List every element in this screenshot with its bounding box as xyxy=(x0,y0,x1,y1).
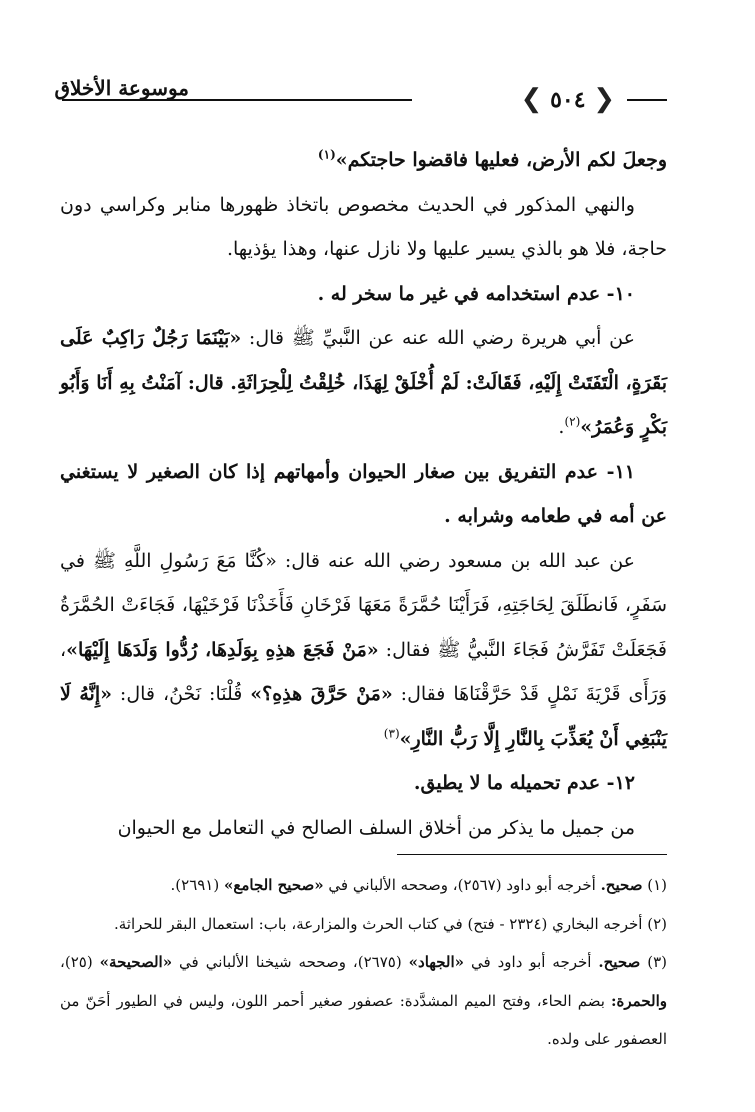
page-number-bracket-open: ❮ xyxy=(593,84,615,114)
book-title: موسوعة الأخلاق xyxy=(54,76,189,100)
section-heading-10: ١٠- عدم استخدامه في غير ما سخر له . xyxy=(317,282,635,305)
page-number-bracket-close: ❯ xyxy=(520,84,543,114)
paragraph-hadith-end xyxy=(60,138,667,183)
footnote-3-number: (٣) xyxy=(647,953,668,971)
footnote-1-text: أخرجه أبو داود (٢٥٦٧)، وصححه الألباني في xyxy=(323,876,601,894)
header-rule-right xyxy=(627,99,667,101)
footnote-ref-2: (٢) xyxy=(564,414,581,429)
footnote-2: (٢) أخرجه البخاري (٢٣٢٤ - فتح) في كتاب الحرث والمزارعة، باب: استعمال البقر للحراثة. xyxy=(113,914,667,933)
hadith-ant-question: «مَنْ حَرَّقَ هذِهِ؟» xyxy=(250,683,393,705)
footnote-ref-3: (٣) xyxy=(383,726,400,741)
hadith-cow: «بَيْنَمَا رَجُلٌ رَاكِبٌ عَلَى بَقَرَةٍ، الْتَفَتَتْ إِلَيْهِ، فَقَالَتْ: لَمْ أُخْلَقْ لِهَذَا، خُلِقْتُ لِلْحِرَاثَةِ. قال: آمَنْتُ بِهِ أَنَا وَأَبُو بَكْرٍ وَعُمَرُ» xyxy=(60,327,667,438)
section-heading-11: ١١- عدم التفريق بين صغار الحيوان وأمهاتهم إذا كان الصغير لا يستغني عن أمه في طعامه وشرابه . xyxy=(60,460,667,527)
footnote-3-book-b: «الصحيحة» xyxy=(99,953,173,971)
footnote-1-grade: صحيح. xyxy=(600,876,643,894)
footnote-3-book-a: «الجهاد» xyxy=(408,953,465,971)
footnote-3 xyxy=(60,943,667,1059)
footnote-1-book: «صحيح الجامع» xyxy=(224,876,324,894)
footnote-3-grade: صحيح. xyxy=(598,953,641,971)
footnote-3-text-a: أخرجه أبو داود في xyxy=(464,953,599,971)
footnote-ref-1: (١) xyxy=(317,147,336,162)
page-number-value: ٥٠٤ xyxy=(550,87,586,113)
footnote-3-text-d: بضم الحاء، وفتح الميم المشدَّدة: عصفور صغير أحمر اللون، وليس في الطيور أحَنّ من العصفور على ولده. xyxy=(60,991,667,1048)
hadith-bird-narration: عن عبد الله بن مسعود رضي الله عنه قال: «كُنَّا مَعَ رَسُولِ اللَّهِ ﷺ في سَفَرٍ، فَانطَلَقَ لِحَاجَتِهِ، فَرَأَيْنَا حُمَّرَةً مَعَهَا فَرْخَانِ فَأَخَذْنَا فَرْخَيْهَا، فَجَاءَتْ الحُمَّرَةُ فَجَعَلَتْ تَفَرَّشُ فَجَاءَ النَّبيُّ ﷺ فقال: xyxy=(60,549,668,661)
paragraph-ibn-masud xyxy=(60,539,667,762)
hadith-ant-reply: قُلْنَا: نَحْنُ، قال: xyxy=(111,683,251,705)
main-text xyxy=(60,138,667,850)
paragraph-end-mark: . xyxy=(558,416,565,438)
footnote-separator xyxy=(397,854,667,855)
hadith-ant-narration: ، وَرَأَى قَرْيَةَ نَمْلٍ قَدْ حَرَّقْنَاهَا فقال: xyxy=(60,638,667,705)
narration-intro: عن أبي هريرة رضي الله عنه عن النَّبيِّ ﷺ قال: xyxy=(241,327,635,349)
paragraph-hadith-end-text: وجعلَ لكم الأرض، فعليها فاقضوا حاجتكم» xyxy=(335,149,667,171)
hadith-fire-saying: «إِنَّهُ لَا يَنْبَغِي أَنْ يُعَذِّبَ بِالنَّارِ إِلَّا رَبُّ النَّارِ» xyxy=(60,683,667,750)
hadith-bird-saying: «مَنْ فَجَعَ هذِهِ بِوَلَدِهَا، رُدُّوا وَلَدَهَا إِلَيْهَا» xyxy=(66,638,379,661)
paragraph-abu-hurairah xyxy=(60,316,667,450)
footnote-1-end: (٢٦٩١). xyxy=(170,876,224,894)
footnote-1-number: (١) xyxy=(647,876,667,894)
footnote-3-term: والحمرة: xyxy=(610,991,667,1010)
footnote-1 xyxy=(60,866,667,905)
page-number xyxy=(513,82,623,117)
section-heading-12: ١٢- عدم تحميله ما لا يطيق. xyxy=(413,772,635,794)
footnote-3-text-b: (٢٦٧٥)، وصححه شيخنا الألباني في xyxy=(172,953,409,971)
page-header xyxy=(54,72,667,128)
paragraph-salaf: من جميل ما يذكر من أخلاق السلف الصالح في التعامل مع الحيوان xyxy=(117,816,635,839)
paragraph-prohibition: والنهي المذكور في الحديث مخصوص باتخاذ ظهورها منابر وكراسي دون حاجة، فلا هو بالذي يسير عليها ولا نازل عنها، وهذا يؤذيها. xyxy=(60,193,667,260)
footnotes xyxy=(60,866,667,1059)
footnote-3-text-c: (٢٥)، xyxy=(60,953,100,971)
